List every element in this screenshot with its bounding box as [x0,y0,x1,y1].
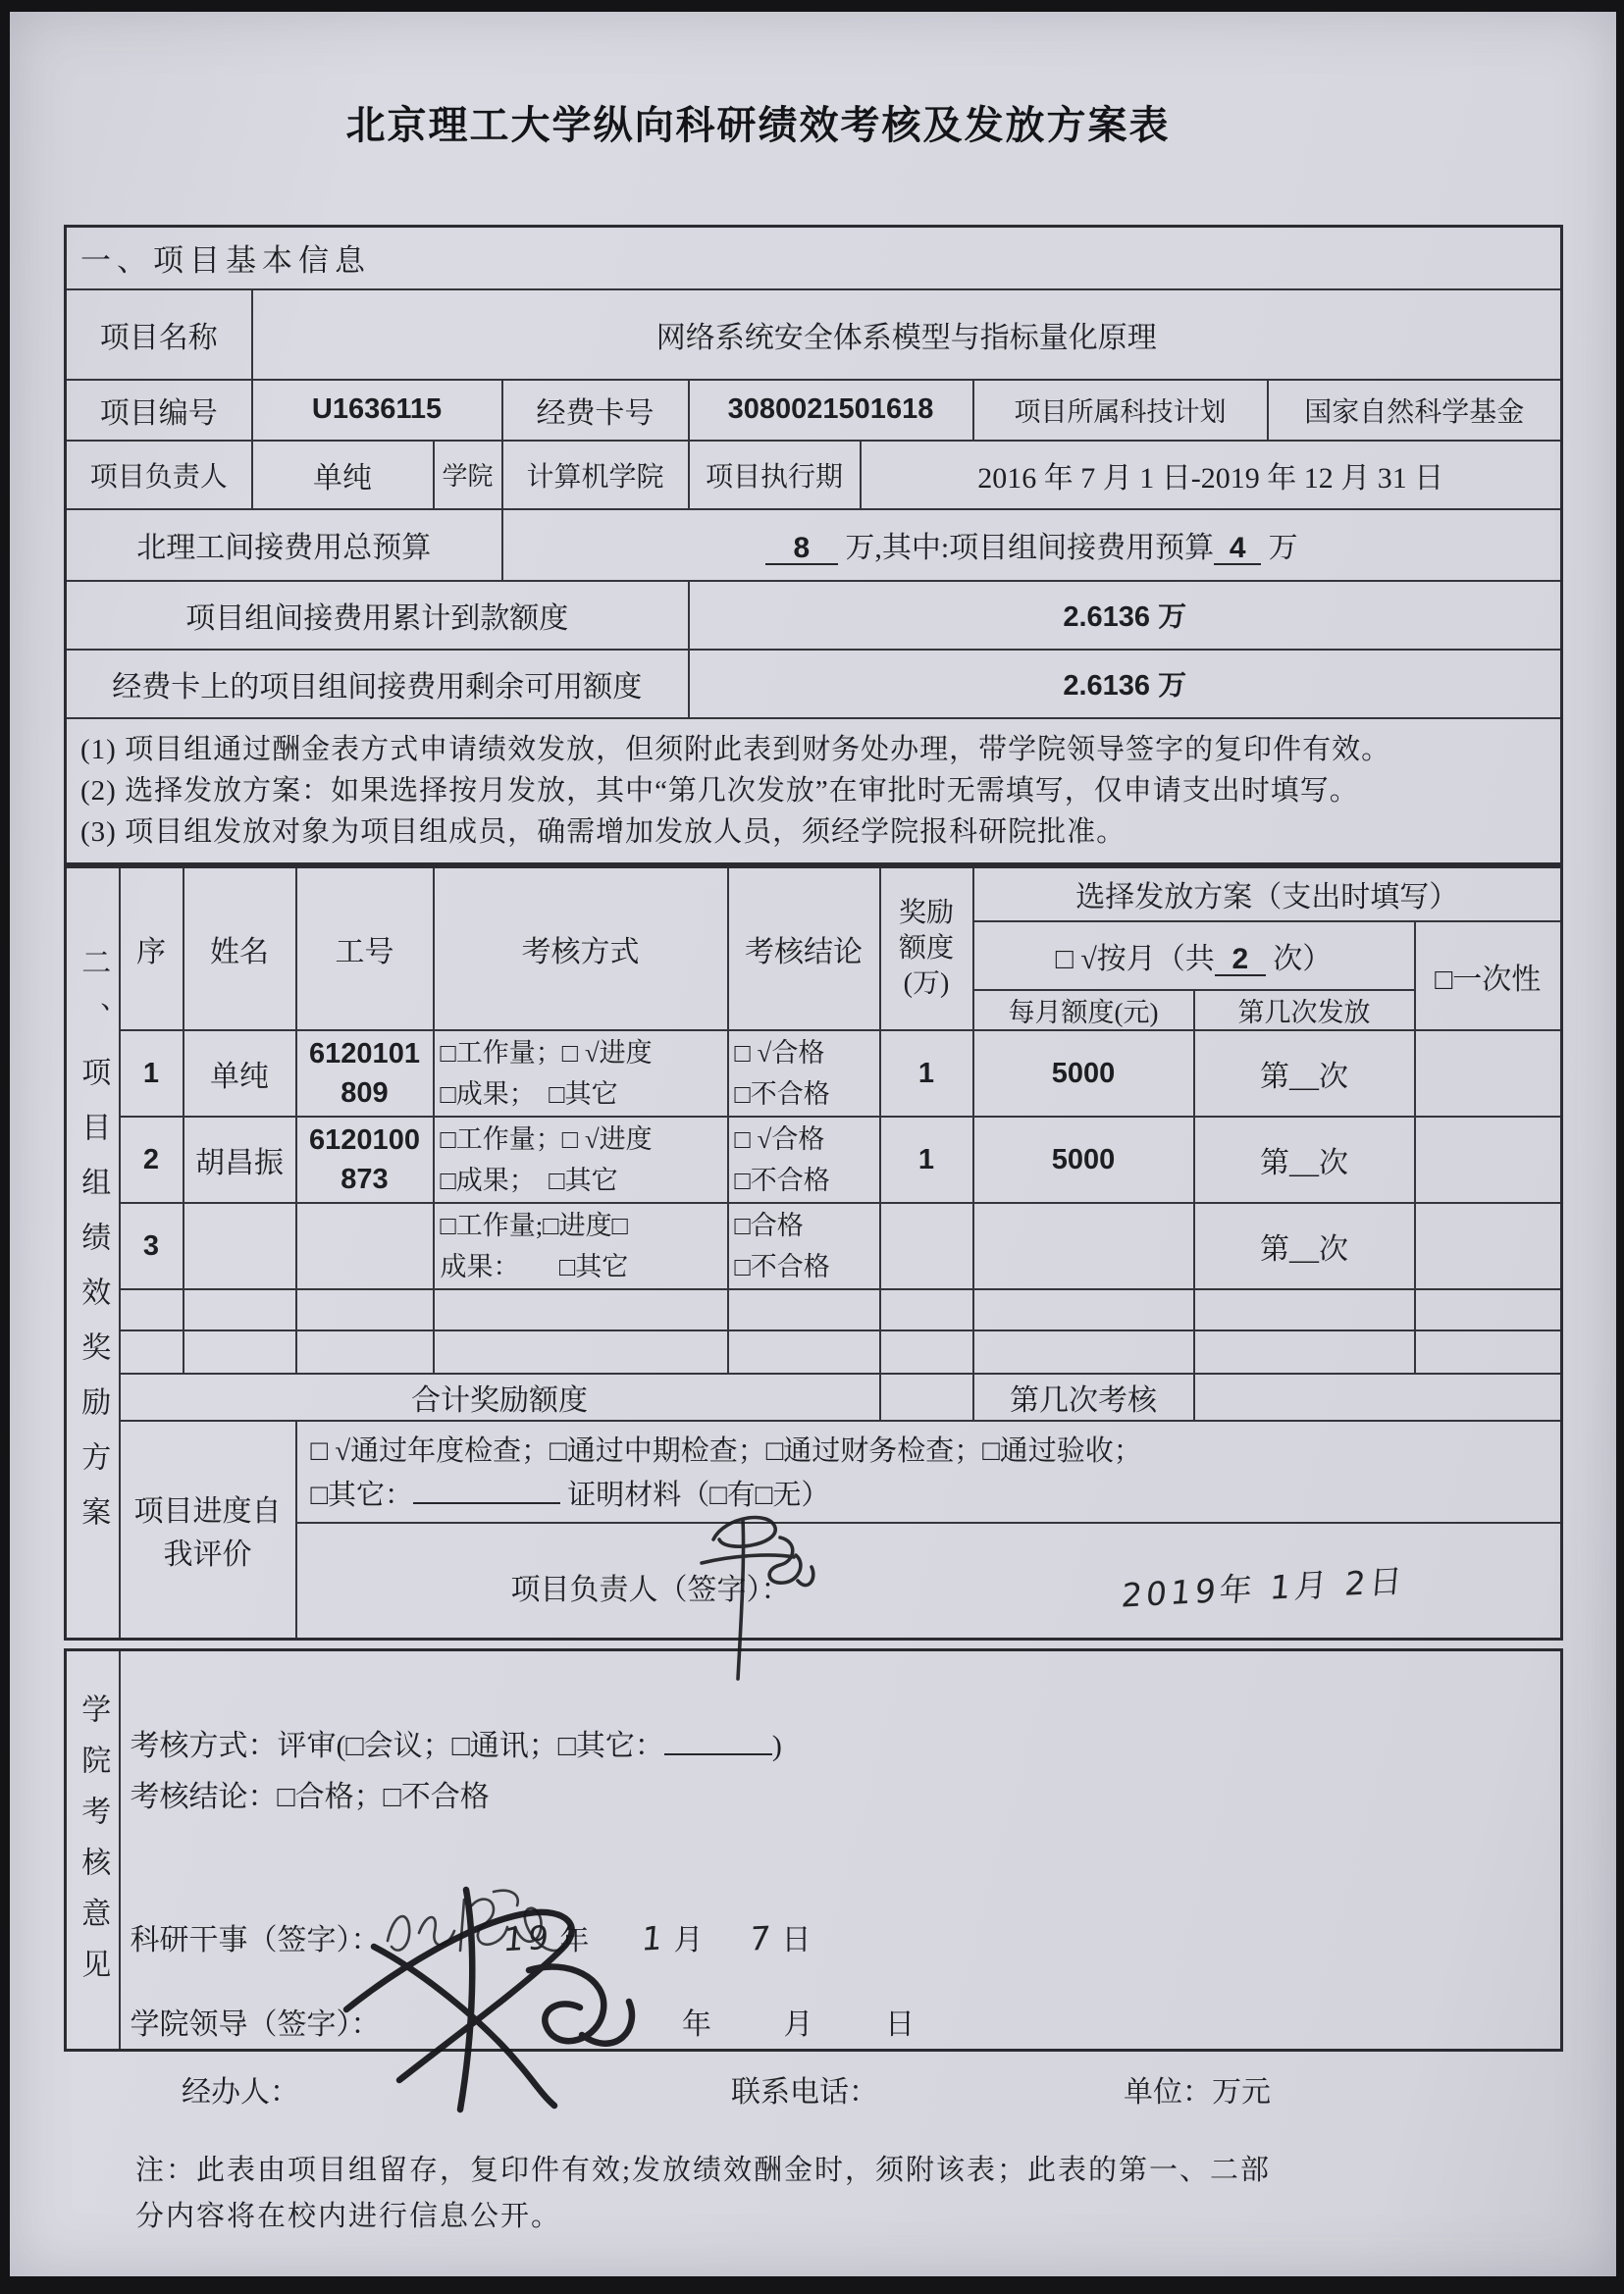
agent-line [10,2067,1616,2107]
row2-method: □工作量；□ √进度 □成果； □其它 [434,1117,728,1203]
total-award-value [880,1374,973,1421]
row1-seq: 1 [120,1030,183,1117]
review-method-other-blank [664,1726,772,1755]
row3-seq: 3 [120,1203,183,1289]
row2-award: 1 [880,1117,973,1203]
pi-sign-date: 2019年 1月 2日 [1120,1561,1408,1615]
reward-plan-table [64,865,1563,1642]
col-seq: 序 [120,866,183,1030]
project-name-value: 网络系统安全体系模型与指标量化原理 [252,289,1562,380]
row1-conclusion: □ √合格 □不合格 [728,1030,880,1117]
self-eval-label: 项目进度自我评价 [120,1421,296,1640]
monthly-times-blank: 2 [1215,945,1266,976]
which-assessment-label: 第几次考核 [973,1374,1194,1421]
fund-card-value: 3080021501618 [689,380,973,441]
row1-which: 第__次 [1194,1030,1415,1117]
project-name-label: 项目名称 [66,289,252,380]
secretary-month-num: 1 [640,1918,668,1958]
indirect-budget-value [502,509,1562,581]
note-1: (1) 项目组通过酬金表方式申请绩效发放，但须附此表到财务处办理，带学院领导签字的复印件有效。 [80,733,1391,765]
once-option: □一次性 [1415,921,1562,1030]
scanned-form-page [10,12,1616,2276]
pi-signature-line [297,1524,1561,1638]
remaining-value: 2.6136 万 [689,650,1562,718]
secretary-signature-line: 科研干事（签字）： 19 年 1 月 7 日 [131,1915,1561,1958]
total-label: 合计奖励额度 [120,1374,880,1421]
self-eval-row [66,1421,1562,1640]
row3-name [183,1203,296,1289]
row2-seq: 2 [120,1117,183,1203]
received-label: 项目组间接费用累计到款额度 [66,581,689,650]
row2-name: 胡昌振 [183,1117,296,1203]
page-title: 北京理工大学纵向科研绩效考核及发放方案表 [345,104,1171,147]
project-no-label: 项目编号 [66,380,252,441]
review-method-line: 考核方式：评审(□会议；□通讯；□其它： ) [131,1726,1561,1766]
college-review-table [64,1648,1563,2052]
member-row-3 [66,1203,1562,1289]
row3-conclusion: □合格 □不合格 [728,1203,880,1289]
bottom-note-line2: 分内容将在校内进行信息公开。 [135,2201,562,2232]
monthly-option: □ √按月（共 2 次） [973,921,1415,990]
project-no-value: U1636115 [252,380,502,441]
section2-side-label: 二、项目组绩效奖励方案 [66,866,120,1640]
col-award: 奖励 额度 (万) [880,866,973,1030]
self-eval-content [296,1421,1562,1640]
row1-award: 1 [880,1030,973,1117]
plan-header: 选择发放方案（支出时填写） [973,866,1562,921]
pi-sign-label: 项目负责人（签字）： [510,1574,791,1606]
self-eval-line2: □其它： 证明材料（□有□无） [311,1473,1561,1517]
row1-method: □工作量；□ √进度 □成果； □其它 [434,1030,728,1117]
row2-which: 第__次 [1194,1117,1415,1203]
member-row-2 [66,1117,1562,1203]
indirect-budget-label: 北理工间接费用总预算 [66,509,502,581]
empty-row-4 [66,1289,1562,1330]
program-label: 项目所属科技计划 [973,380,1268,441]
secretary-year-num: 19 [501,1917,554,1959]
self-eval-checklist [297,1422,1561,1524]
dean-signature-line: 学院领导（签字）： 年 月 日 [131,2000,1561,2043]
leader-label: 项目负责人 [66,441,252,509]
self-eval-other-blank [413,1473,560,1504]
indirect-budget-group-blank: 4 [1214,534,1261,565]
phone-label: 联系电话： [731,2076,878,2109]
row3-once [1415,1203,1562,1289]
row1-monthly: 5000 [973,1030,1194,1117]
note-2: (2) 选择发放方案：如果选择按月发放，其中“第几次发放”在审批时无需填写，仅申请支出时填写。 [80,774,1359,807]
col-id: 工号 [296,866,434,1030]
agent-label: 经办人： [182,2076,299,2109]
self-eval-line1: □ √通过年度检查；□通过中期检查；□通过财务检查；□通过验收； [310,1435,1142,1467]
row2-id: 6120100 873 [296,1117,434,1203]
section1-heading: 一、项目基本信息 [66,227,1562,289]
col-method: 考核方式 [434,866,728,1030]
row2-conclusion: □ √合格 □不合格 [728,1117,880,1203]
col-monthly-amount: 每月额度(元) [973,990,1194,1030]
col-conclusion: 考核结论 [728,866,880,1030]
bottom-note [135,2148,1616,2240]
row3-id [296,1203,434,1289]
row2-monthly: 5000 [973,1117,1194,1203]
monthly-checkbox-text: □ √按月（共 [1055,943,1215,975]
note-3: (3) 项目组发放对象为项目组成员，确需增加发放人员，须经学院报科研院批准。 [80,815,1126,848]
total-row [66,1374,1562,1421]
leader-value: 单纯 [252,441,434,509]
member-row-1 [66,1030,1562,1117]
college-review-content [120,1650,1562,2051]
form-notes [66,718,1562,864]
indirect-budget-mid-text: 万,其中:项目组间接费用预算 [845,532,1215,564]
period-label: 项目执行期 [689,441,861,509]
row1-once [1415,1030,1562,1117]
row3-monthly [973,1203,1194,1289]
received-value: 2.6136 万 [689,581,1562,650]
indirect-budget-unit-text: 万 [1268,532,1298,564]
program-value: 国家自然科学基金 [1268,380,1562,441]
section3-side-label: 学院考核意见 [66,1650,120,2051]
row3-award [880,1203,973,1289]
row3-which: 第__次 [1194,1203,1415,1289]
row1-id: 6120101 809 [296,1030,434,1117]
review-conclusion-line: 考核结论：□合格；□不合格 [130,1781,490,1813]
college-label: 学院 [434,441,502,509]
basic-info-table [64,225,1563,865]
remaining-label: 经费卡上的项目组间接费用剩余可用额度 [66,650,689,718]
row3-method: □工作量;□进度□ 成果： □其它 [434,1203,728,1289]
secretary-sign-label: 科研干事（签字）： [130,1924,381,1956]
secretary-day-num: 7 [748,1918,776,1958]
col-which-payment: 第几次发放 [1194,990,1415,1030]
period-value: 2016 年 7 月 1 日-2019 年 12 月 31 日 [861,441,1562,509]
college-value: 计算机学院 [502,441,689,509]
dean-sign-label: 学院领导（签字）： [130,2008,381,2041]
unit-label: 单位：万元 [1124,2076,1271,2109]
bottom-note-line1: 注：此表由项目组留存，复印件有效;发放绩效酬金时，须附该表；此表的第一、二部 [135,2155,1272,2186]
which-assessment-value [1194,1374,1562,1421]
empty-row-5 [66,1330,1562,1374]
fund-card-label: 经费卡号 [502,380,689,441]
indirect-budget-total-blank: 8 [765,534,838,565]
row2-once [1415,1117,1562,1203]
col-name: 姓名 [183,866,296,1030]
row1-name: 单纯 [183,1030,296,1117]
